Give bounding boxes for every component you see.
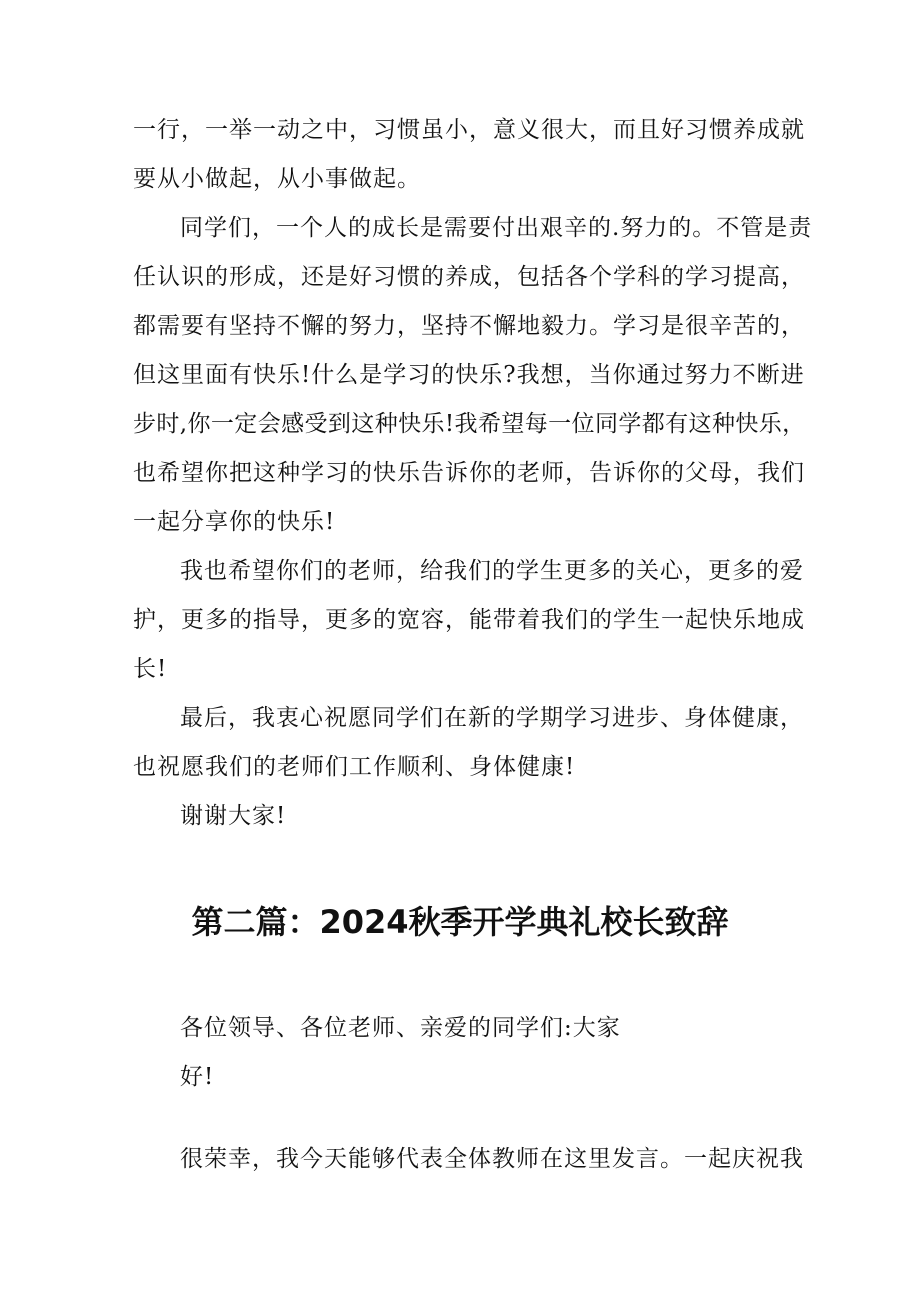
- text-line: 但这里面有快乐!什么是学习的快乐?我想，当你通过努力不断进: [133, 362, 805, 388]
- greeting-text: 各位领导、各位老师、亲爱的同学们:大家: [180, 1015, 621, 1041]
- text-line: 步时,你一定会感受到这种快乐!我希望每一位同学都有这种快乐，: [133, 411, 806, 437]
- text-line: 同学们，一个人的成长是需要付出艰辛的.努力的。不管是责: [180, 215, 813, 241]
- text-line: 长!: [133, 656, 168, 682]
- section-title: 第二篇：2024秋季开学典礼校长致辞: [191, 903, 729, 941]
- text-line: 也希望你把这种学习的快乐告诉你的老师，告诉你的父母，我们: [133, 460, 805, 486]
- greeting-text: 好!: [180, 1064, 215, 1090]
- text-line: 一起分享你的快乐!: [133, 509, 336, 535]
- text-line: 一行，一举一动之中，习惯虽小，意义很大，而且好习惯养成就: [133, 117, 805, 143]
- text-line: 我也希望你们的老师，给我们的学生更多的关心，更多的爱: [180, 558, 804, 584]
- text-line: 都需要有坚持不懈的努力，坚持不懈地毅力。学习是很辛苦的，: [133, 313, 805, 339]
- closing-text: 谢谢大家!: [180, 803, 287, 829]
- text-line: 也祝愿我们的老师们工作顺利、身体健康!: [133, 754, 576, 780]
- text-line: 要从小做起，从小事做起。: [133, 166, 421, 192]
- text-line: 很荣幸，我今天能够代表全体教师在这里发言。一起庆祝我: [180, 1146, 804, 1172]
- text-line: 护，更多的指导，更多的宽容，能带着我们的学生一起快乐地成: [133, 607, 805, 633]
- text-line: 任认识的形成，还是好习惯的养成，包括各个学科的学习提高，: [133, 264, 805, 290]
- text-line: 最后，我衷心祝愿同学们在新的学期学习进步、身体健康，: [180, 705, 804, 731]
